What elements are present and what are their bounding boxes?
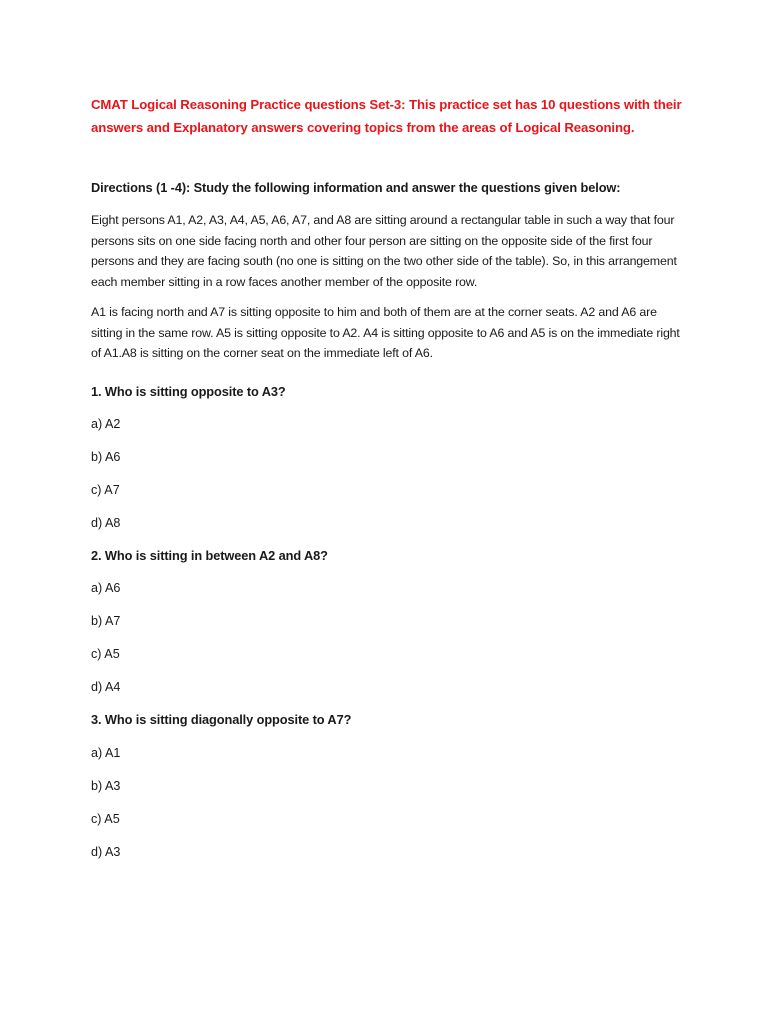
paragraph-arrangement: Eight persons A1, A2, A3, A4, A5, A6, A7, and A8 are sitting around a rectangular table in such a way that four persons sits on one side facing north and other four person are sitting on the opposite side of the first four persons and they are facing south (no one is sitting on the two other side of the table). So, in this arrangement each member sitting in a row faces another member of the opposite row.	[91, 213, 677, 289]
question-1-option-b: b) A6	[91, 450, 121, 464]
paragraph-conditions: A1 is facing north and A7 is sitting opposite to him and both of them are at the corner seats. A2 and A6 are sitting in the same row. A5 is sitting opposite to A2. A4 is sitting opposite to A6 and A5 is on the immediate right of A1.A8 is sitting on the corner seat on the immediate left of A6.	[91, 305, 680, 360]
question-1-option-a: a) A2	[91, 417, 121, 431]
question-2-option-b: b) A7	[91, 614, 121, 628]
question-list	[91, 0, 691, 1024]
question-1: 1. Who is sitting opposite to A3?	[91, 384, 286, 399]
question-2-option-d: d) A4	[91, 680, 121, 694]
question-2: 2. Who is sitting in between A2 and A8?	[91, 548, 328, 563]
question-3-option-c: c) A5	[91, 812, 120, 826]
question-1-option-c: c) A7	[91, 483, 120, 497]
question-2-option-a: a) A6	[91, 581, 121, 595]
question-3-option-b: b) A3	[91, 779, 121, 793]
question-3-option-d: d) A3	[91, 845, 121, 859]
intro-heading: CMAT Logical Reasoning Practice questions Set-3: This practice set has 10 questions with their answers and Explanatory answers covering topics from the areas of Logical Reasoning.	[91, 97, 682, 135]
question-1-option-d: d) A8	[91, 516, 121, 530]
directions-heading: Directions (1 -4): Study the following information and answer the questions given below:	[91, 180, 621, 195]
question-3: 3. Who is sitting diagonally opposite to A7?	[91, 712, 352, 727]
question-2-option-c: c) A5	[91, 647, 120, 661]
question-3-option-a: a) A1	[91, 746, 121, 760]
